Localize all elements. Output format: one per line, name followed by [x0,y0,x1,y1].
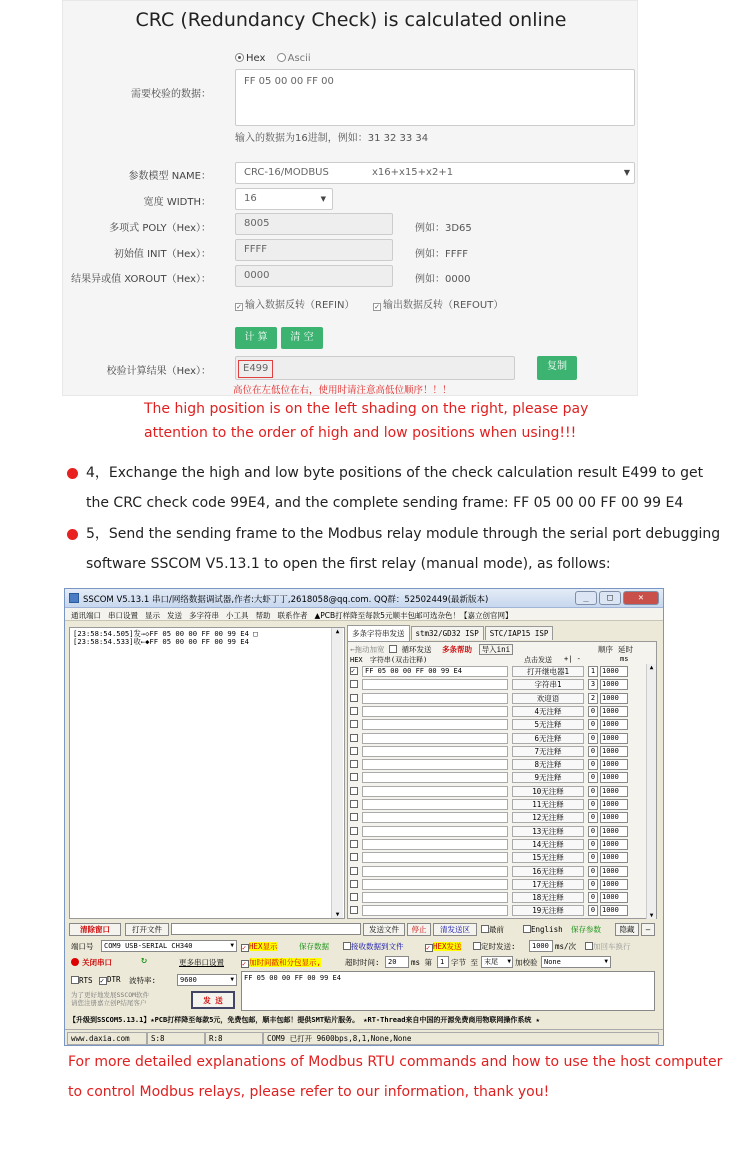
multi-help-link[interactable]: 多条帮助 [442,645,473,654]
port-value: COM9 USB-SERIAL CH340 [104,942,193,950]
menu-list [71,610,512,621]
timed-send-checkbox[interactable] [473,941,516,952]
red-note-line1: The high position is on the left shading on the right, please pay [144,401,589,417]
command-row [348,718,644,731]
refin-checkbox[interactable] [235,296,354,311]
port-select[interactable] [101,940,237,952]
model-value: CRC-16/MODBUS [244,167,329,178]
poly-input[interactable]: 8005 [235,213,393,235]
row-delay-input[interactable]: 1000 [600,892,628,903]
row-order-input[interactable]: 2 [588,693,598,704]
drag-widen[interactable]: ←拖动加宽 [350,645,385,654]
crc-calculator-panel [62,0,638,396]
close-icon[interactable]: ✕ [623,591,659,605]
refin-check-icon[interactable]: ✓ [236,303,242,311]
step5-line2: software SSCOM V5.13.1 to open the first relay (manual mode), as follows: [86,556,611,572]
row-send-button[interactable]: 8无注释 [512,759,584,770]
bullet-icon [67,529,78,540]
chevron-down-icon: ▼ [623,168,630,177]
row-delay-input[interactable]: 1000 [600,812,628,823]
clear-send-button[interactable]: 清发送区 [433,923,477,936]
row-command-input[interactable] [362,839,508,850]
close-port-label: 关闭串口 [82,958,112,967]
row-send-button[interactable]: 字符串1 [512,679,584,690]
crc-title: CRC (Redundancy Check) is calculated online [135,9,567,31]
log-line: [23:58:54.533]收←◆FF 05 00 00 FF 00 99 E4 [73,637,249,646]
checksum-value: None [544,958,561,966]
radio-hex-dot[interactable] [235,53,244,62]
row-delay-input[interactable]: 1000 [600,905,628,916]
port-status-icon [71,958,79,966]
refout-checkbox[interactable] [373,296,503,311]
topmost-checkbox[interactable] [481,924,504,935]
row-order-input[interactable]: 0 [588,892,598,903]
order-header: 顺序 [598,645,613,654]
init-example: 例如：FFFF [415,249,469,260]
ticker-text: 【升级到SSCOM5.13.1】★PCB打样降至每款5元，免费包邮，顺丰包邮！提供SMT贴片服务。 ★RT-Thread来自中国的开源免费商用物联网操作系统 ★ [69,1016,540,1024]
row-order-input[interactable]: 0 [588,839,598,850]
poly-example: 例如：3D65 [415,223,472,234]
baud-value: 9600 [180,976,197,984]
row-hex-checkbox[interactable] [350,880,358,888]
command-row [348,865,644,878]
timed-send-input[interactable]: 1000 [529,940,553,952]
hex-send-checkbox[interactable] [425,941,462,952]
send-file-button[interactable]: 发送文件 [363,923,405,936]
command-row [348,798,644,811]
poly-label: 多项式 POLY（Hex）： [109,223,211,234]
add-newline-checkbox[interactable] [585,941,631,952]
scroll-up-icon[interactable]: ▲ [335,628,340,635]
radio-hex-label: Hex [246,53,266,64]
row-delay-input[interactable]: 1000 [600,826,628,837]
row-command-input[interactable] [362,693,508,704]
topmost-label: 最前 [489,925,504,934]
receive-area[interactable] [69,627,345,919]
row-send-button[interactable]: 19无注释 [512,905,584,916]
row-delay-input[interactable]: 1000 [600,679,628,690]
byte-end-value: 末尾 [484,958,498,966]
row-send-button[interactable]: 4无注释 [512,706,584,717]
checksum-select[interactable] [541,956,611,968]
timestamp-label: 加时间戳和分包显示, [249,958,322,967]
scroll-down-icon[interactable]: ▼ [335,911,340,918]
step5-line1: 5，Send the sending frame to the Modbus relay module through the serial port debugging [86,526,721,542]
command-row [348,891,644,904]
menu-item[interactable]: 显示 [145,611,160,620]
footer-line1: For more detailed explanations of Modbus RTU commands and how to use the host computer [68,1054,723,1070]
plus-minus[interactable]: +| - [564,655,581,663]
row-send-button[interactable]: 16无注释 [512,866,584,877]
recv-to-file-label: 接收数据到文件 [351,942,404,951]
radio-ascii-dot[interactable] [277,53,286,62]
row-hex-checkbox[interactable] [350,720,358,728]
row-order-input[interactable]: 0 [588,905,598,916]
baud-select[interactable] [177,974,237,986]
copy-button[interactable]: 复制 [537,356,577,380]
row-delay-input[interactable]: 1000 [600,786,628,797]
radio-ascii[interactable] [277,53,311,64]
row-order-input[interactable]: 0 [588,759,598,770]
english-label: English [531,925,563,934]
refout-label: 输出数据反转（REFOUT） [383,300,504,311]
menu-item[interactable]: ▲PCB打样降至每款5元顺丰包邮可选杂色！【嘉立创官网】 [314,611,513,620]
clear-window-button[interactable]: 清除窗口 [69,923,121,936]
status-recv-count: R:8 [205,1032,263,1045]
hex-display-check-icon[interactable]: ✓ [241,944,249,952]
rts-label: RTS [79,976,93,985]
row-command-input[interactable] [362,866,508,877]
row-hex-checkbox[interactable] [350,813,358,821]
ms-column: ms [620,655,629,663]
row-order-input[interactable]: 3 [588,679,598,690]
row-send-button[interactable]: 欢迎语 [512,693,584,704]
refout-check-icon[interactable]: ✓ [374,303,380,311]
row-delay-input[interactable]: 1000 [600,746,628,757]
timestamp-checkbox[interactable] [241,957,321,968]
hex-display-label: HEX显示 [249,942,278,951]
row-delay-input[interactable]: 1000 [600,759,628,770]
timeout-unit: ms 第 [411,958,433,967]
row-send-button[interactable]: 18无注释 [512,892,584,903]
minimize-icon[interactable]: _ [575,591,597,605]
row-command-input[interactable] [362,812,508,823]
row-order-input[interactable]: 0 [588,746,598,757]
result-label: 校验计算结果（Hex）： [106,366,211,377]
footer-line2: to control Modbus relays, please refer to our information, thank you! [68,1084,550,1100]
result-output[interactable] [235,356,515,380]
send-textarea[interactable]: FF 05 00 00 FF 00 99 E4 [241,971,655,1011]
row-hex-checkbox[interactable]: ✓ [350,667,358,675]
row-hex-checkbox[interactable] [350,760,358,768]
row-hex-checkbox[interactable] [350,773,358,781]
chevron-down-icon: ▼ [230,976,234,983]
row-delay-input[interactable]: 1000 [600,852,628,863]
open-file-button[interactable]: 打开文件 [125,923,169,936]
dtr-checkbox[interactable] [99,975,121,984]
menu-item[interactable]: 联系作者 [277,611,308,620]
xorout-example: 例如：0000 [415,274,471,285]
row-hex-checkbox[interactable] [350,694,358,702]
recv-to-file-checkbox[interactable] [343,941,404,952]
init-label: 初始值 INIT（Hex）： [113,249,211,260]
format-radio-group [235,53,311,64]
command-row [348,665,644,678]
receive-scrollbar[interactable] [331,628,343,918]
row-hex-checkbox[interactable] [350,840,358,848]
add-newline-check-icon[interactable] [585,942,593,950]
row-send-button[interactable]: 7无注释 [512,746,584,757]
dtr-check-icon[interactable]: ✓ [99,977,107,985]
model-select[interactable] [235,162,635,184]
rts-checkbox[interactable] [71,975,93,985]
maximize-icon[interactable]: □ [599,591,621,605]
sscom-window [64,588,664,1046]
topmost-check-icon[interactable] [481,925,489,933]
command-row [348,851,644,864]
row-order-input[interactable]: 0 [588,786,598,797]
row-hex-checkbox[interactable] [350,680,358,688]
row-send-button[interactable]: 15无注释 [512,852,584,863]
more-port-settings-button[interactable]: 更多串口设置 [179,958,224,967]
byte-label: 字节 至 [451,958,479,967]
command-row [348,785,644,798]
chevron-down-icon: ▼ [604,958,608,965]
byte-start-input[interactable]: 1 [437,956,449,968]
row-hex-checkbox[interactable] [350,827,358,835]
row-delay-input[interactable]: 1000 [600,719,628,730]
title-bar [65,589,663,608]
scroll-down-icon[interactable]: ▼ [649,912,654,919]
data-textarea[interactable]: FF 05 00 00 FF 00 [235,69,635,126]
refresh-icon[interactable]: ↻ [141,955,148,966]
command-row [348,745,644,758]
timestamp-check-icon[interactable]: ✓ [241,960,249,968]
row-command-input[interactable] [362,772,508,783]
menu-item[interactable]: 串口设置 [108,611,138,620]
hide-button[interactable]: 隐藏 [615,923,639,936]
row-delay-input[interactable]: 1000 [600,666,628,677]
row-hex-checkbox[interactable] [350,747,358,755]
tab-stc-isp[interactable]: STC/IAP15 ISP [485,626,554,640]
send-button[interactable]: 发 送 [191,991,235,1009]
width-label: 宽度 WIDTH： [143,197,211,208]
row-command-input[interactable] [362,746,508,757]
menu-item[interactable]: 通讯端口 [71,611,101,620]
row-send-button[interactable]: 17无注释 [512,879,584,890]
data-hint: 输入的数据为16进制，例如：31 32 33 34 [235,133,429,144]
byte-end-select[interactable] [481,956,513,968]
row-order-input[interactable]: 0 [588,772,598,783]
row-command-input[interactable] [362,719,508,730]
row-command-input[interactable] [362,905,508,916]
row-hex-checkbox[interactable] [350,787,358,795]
row-send-button[interactable]: 5无注释 [512,719,584,730]
row-delay-input[interactable]: 1000 [600,772,628,783]
row-send-button[interactable]: 10无注释 [512,786,584,797]
row-command-input[interactable] [362,826,508,837]
row-command-input[interactable] [362,786,508,797]
row-delay-input[interactable]: 1000 [600,879,628,890]
command-row [348,705,644,718]
data-label: 需要校验的数据： [131,89,211,100]
add-newline-label: 加回车换行 [593,942,631,951]
row-send-button[interactable]: 14无注释 [512,839,584,850]
row-hex-checkbox[interactable] [350,800,358,808]
log-line: [23:58:54.505]发→◇FF 05 00 00 FF 00 99 E4 □ [73,629,258,638]
loop-send-checkbox[interactable] [389,645,397,653]
hex-display-checkbox[interactable] [241,941,278,952]
rts-check-icon[interactable] [71,976,79,984]
radio-hex[interactable] [235,53,265,64]
chevron-down-icon: ▼ [320,195,326,203]
row-command-input[interactable] [362,706,508,717]
row-hex-checkbox[interactable] [350,734,358,742]
close-port-button[interactable] [71,957,112,968]
delay-header: 延时 [618,645,633,654]
row-order-input[interactable]: 0 [588,719,598,730]
timed-send-check-icon[interactable] [473,942,481,950]
promo-text: 为了更好地发展SSCOM软件 请您注册嘉立创P结尾客户 [71,991,150,1007]
menu-item[interactable]: 多字符串 [189,611,219,620]
row-hex-checkbox[interactable] [350,707,358,715]
result-warning: 高位在左低位在右，使用时请注意高低位顺序！！！ [233,385,452,396]
menu-item[interactable]: 发送 [167,611,182,620]
row-order-input[interactable]: 0 [588,866,598,877]
command-row [348,811,644,824]
menu-item[interactable]: 小工具 [226,611,249,620]
width-select[interactable] [235,188,333,210]
tab-stm32-isp[interactable]: stm32/GD32 ISP [411,626,484,640]
command-row [348,771,644,784]
row-hex-checkbox[interactable] [350,906,358,914]
row-command-input[interactable] [362,892,508,903]
string-column: 字符串(双击注释) [369,656,428,664]
command-row [348,878,644,891]
refin-label: 输入数据反转（REFIN） [245,300,355,311]
row-command-input[interactable]: FF 05 00 00 FF 00 99 E4 [362,666,508,677]
hex-column: HEX [350,656,363,664]
xorout-label: 结果异或值 XOROUT（Hex）： [71,274,211,285]
row-order-input[interactable]: 0 [588,706,598,717]
model-label: 参数模型 NAME： [128,171,211,182]
row-order-input[interactable]: 0 [588,799,598,810]
command-row [348,678,644,691]
row-command-input[interactable] [362,733,508,744]
init-input[interactable]: FFFF [235,239,393,261]
bullet-icon [67,468,78,479]
row-send-button[interactable]: 13无注释 [512,826,584,837]
row-send-button[interactable]: 11无注释 [512,799,584,810]
row-order-input[interactable]: 0 [588,733,598,744]
timeout-input[interactable]: 20 [385,956,409,968]
red-note-line2: attention to the order of high and low positions when using!!! [144,425,577,441]
timed-send-label: 定时发送: [481,942,516,951]
row-command-input[interactable] [362,879,508,890]
command-row [348,732,644,745]
loop-send-label: 循环发送 [401,645,432,654]
command-row [348,825,644,838]
command-row [348,692,644,705]
scroll-up-icon[interactable]: ▲ [649,664,654,671]
row-command-input[interactable] [362,852,508,863]
recv-to-file-check-icon[interactable] [343,942,351,950]
row-order-input[interactable]: 0 [588,852,598,863]
radio-ascii-label: Ascii [287,53,311,64]
port-label: 端口号 [71,942,94,951]
row-delay-input[interactable]: 1000 [600,799,628,810]
menu-item[interactable]: 帮助 [255,611,271,620]
click-send-column: 点击发送 [524,656,552,664]
row-hex-checkbox[interactable] [350,853,358,861]
list-scrollbar[interactable] [646,664,656,919]
row-send-button[interactable]: 打开继电器1 [512,666,584,677]
row-order-input[interactable]: 0 [588,879,598,890]
row-order-input[interactable]: 0 [588,826,598,837]
row-delay-input[interactable]: 1000 [600,839,628,850]
tab-strip [347,625,554,641]
window-title: SSCOM V5.13.1 串口/网络数据调试器,作者:大虾丁丁,2618058@qq.com. QQ群：52502449(最新版本) [83,595,489,605]
stop-button[interactable]: 停止 [407,923,431,936]
chevron-down-icon: ▼ [230,942,234,949]
row-delay-input[interactable]: 1000 [600,733,628,744]
model-poly: x16+x15+x2+1 [372,167,454,178]
row-send-button[interactable]: 9无注释 [512,772,584,783]
command-rows [348,665,644,919]
command-row [348,904,644,917]
row-order-input[interactable]: 1 [588,666,598,677]
chevron-down-icon: ▼ [507,958,511,965]
row-command-input[interactable] [362,759,508,770]
checksum-label: 加校验 [515,958,538,967]
row-delay-input[interactable]: 1000 [600,706,628,717]
row-send-button[interactable]: 6无注释 [512,733,584,744]
status-site: www.daxia.com [67,1032,147,1045]
hex-send-label: HEX发送 [433,942,462,951]
step4-line2: the CRC check code 99E4, and the complete sending frame: FF 05 00 00 FF 00 99 E4 [86,495,684,511]
save-params-button[interactable]: 保存参数 [571,925,601,934]
english-check-icon[interactable] [523,925,531,933]
timeout-label: 超时时间: [345,958,380,967]
status-bar [65,1029,663,1046]
command-row [348,758,644,771]
status-sent-count: S:8 [147,1032,205,1045]
command-row [348,838,644,851]
row-order-input[interactable]: 0 [588,812,598,823]
xorout-input[interactable]: 0000 [235,265,393,287]
clear-button[interactable]: 清 空 [281,327,323,349]
row-command-input[interactable] [362,679,508,690]
row-delay-input[interactable]: 1000 [600,866,628,877]
row-command-input[interactable] [362,799,508,810]
multi-string-panel [347,641,657,919]
width-value: 16 [244,193,257,204]
app-icon [69,593,79,603]
hex-send-check-icon[interactable]: ✓ [425,944,433,952]
menu-bar [65,608,663,621]
file-path-input[interactable] [171,923,361,935]
dtr-label: DTR [107,975,121,984]
calculate-button[interactable]: 计 算 [235,327,277,349]
import-ini-button[interactable]: 导入ini [479,644,514,655]
english-checkbox[interactable] [523,924,563,934]
tab-multi-string[interactable]: 多条字符串发送 [347,625,410,641]
row-delay-input[interactable]: 1000 [600,693,628,704]
step4-line1: 4，Exchange the high and low byte positions of the check calculation result E499 to get [86,465,704,481]
collapse-icon[interactable]: — [641,923,655,936]
row-hex-checkbox[interactable] [350,867,358,875]
result-value: E499 [238,360,273,378]
baud-label: 波特率: [129,976,157,985]
row-hex-checkbox[interactable] [350,893,358,901]
timed-unit: ms/次 [555,942,577,951]
status-port-info: COM9 已打开 9600bps,8,1,None,None [263,1032,659,1045]
row-send-button[interactable]: 12无注释 [512,812,584,823]
save-data-button[interactable]: 保存数据 [299,942,329,951]
